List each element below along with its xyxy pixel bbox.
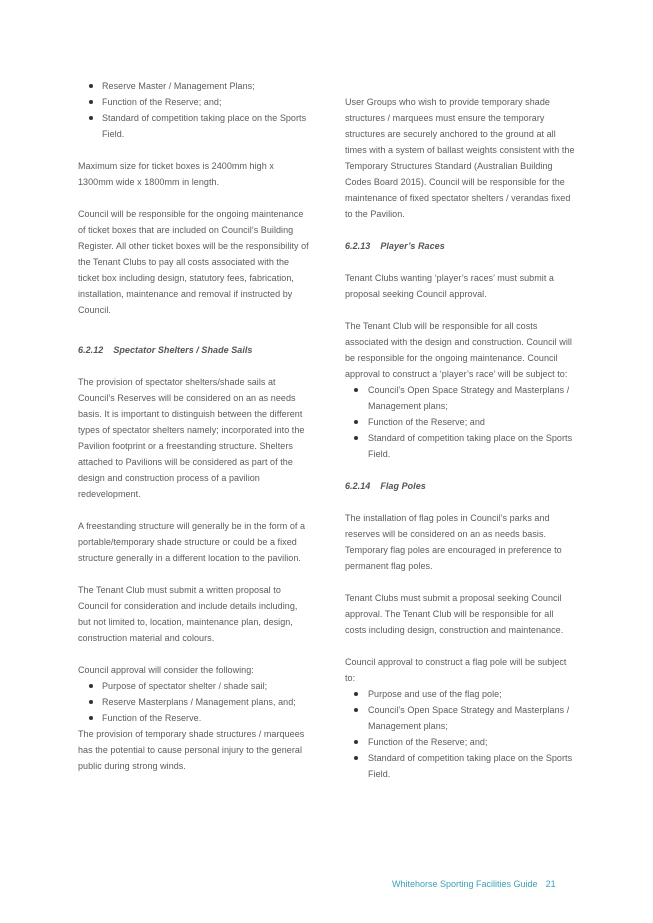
- paragraph-spectator-shelters-1: The provision of spectator shelters/shade sails at Council’s Reserves will be considered on an as needs basis. It is important to distinguish between the different types of spectator shelters namely; incorporated into the Pavilion footprint or a freestanding structure. Shelters attached to Pavilions will be considered as part of the design and construction process of a pavilion redevelopment.: [78, 377, 305, 499]
- section-number: 6.2.12: [78, 345, 104, 355]
- left-column: [78, 78, 310, 790]
- section-heading-6-2-13: [345, 238, 575, 254]
- section-title: Spectator Shelters / Shade Sails: [113, 345, 253, 355]
- list-item: Reserve Masterplans / Management plans, and;: [78, 694, 310, 710]
- paragraph-temporary-shade: The provision of temporary shade structures / marquees has the potential to cause personal injury to the general public during strong winds.: [78, 729, 305, 771]
- bullet-list-shelter-criteria: [78, 678, 310, 726]
- paragraph-spectator-shelters-3: The Tenant Club must submit a written proposal to Council for consideration and include details including, but not limited to, location, maintenance plan, design, construction material and colours.: [78, 585, 298, 643]
- section-heading-6-2-14: [345, 478, 575, 494]
- paragraph-ticket-box-responsibility: Council will be responsible for the ongoing maintenance of ticket boxes that are included on Council’s Building Register. All other ticket boxes will be the responsibility of the Tenant Clubs to pay all costs associated with the ticket box including design, statutory fees, fabrication, installation, maintenance and removal if instructed by Council.: [78, 209, 309, 315]
- list-item: Function of the Reserve; and;: [345, 734, 575, 750]
- page-footer: [392, 879, 556, 889]
- paragraph-players-races-1: Tenant Clubs wanting ‘player’s races’ must submit a proposal seeking Council approval.: [345, 273, 554, 299]
- section-number: 6.2.13: [345, 241, 371, 251]
- list-item: Reserve Master / Management Plans;: [78, 78, 310, 94]
- page-number: 21: [545, 879, 556, 889]
- list-item: Standard of competition taking place on the Sports Field.: [345, 430, 575, 462]
- paragraph-flag-poles-1: The installation of flag poles in Council’s parks and reserves will be considered on an as needs basis. Temporary flag poles are encouraged in preference to permanent flag poles.: [345, 513, 562, 571]
- bullet-list-races-criteria: [345, 382, 575, 462]
- bullet-list-flag-criteria: [345, 686, 575, 782]
- list-item: Function of the Reserve.: [78, 710, 310, 726]
- section-number: 6.2.14: [345, 481, 371, 491]
- section-title: Flag Poles: [380, 481, 426, 491]
- paragraph-ticket-box-size: Maximum size for ticket boxes is 2400mm high x 1300mm wide x 1800mm in length.: [78, 161, 274, 187]
- right-column: [345, 94, 575, 782]
- paragraph-spectator-shelters-2: A freestanding structure will generally be in the form of a portable/temporary shade structure or could be a fixed structure generally in a different location to the pavilion.: [78, 521, 306, 563]
- paragraph-spectator-shelters-4: Council approval will consider the following:: [78, 665, 254, 675]
- list-item: Function of the Reserve; and;: [78, 94, 310, 110]
- list-item: Standard of competition taking place on the Sports Field.: [345, 750, 575, 782]
- paragraph-flag-poles-2: Tenant Clubs must submit a proposal seeking Council approval. The Tenant Club will be responsible for all costs including design, construction and maintenance.: [345, 593, 564, 635]
- paragraph-players-races-2: The Tenant Club will be responsible for all costs associated with the design and construction. Council will be responsible for the ongoing maintenance. Council approval to construct a ‘player’s race’ will be subject to:: [345, 321, 572, 379]
- list-item: Standard of competition taking place on the Sports Field.: [78, 110, 310, 142]
- list-item: Purpose and use of the flag pole;: [345, 686, 575, 702]
- list-item: Council’s Open Space Strategy and Masterplans / Management plans;: [345, 702, 575, 734]
- bullet-list-reserve-criteria: [78, 78, 310, 142]
- list-item: Function of the Reserve; and: [345, 414, 575, 430]
- section-title: Player’s Races: [380, 241, 445, 251]
- section-heading-6-2-12: [78, 342, 310, 358]
- list-item: Purpose of spectator shelter / shade sail;: [78, 678, 310, 694]
- paragraph-flag-poles-3: Council approval to construct a flag pole will be subject to:: [345, 657, 567, 683]
- footer-title: Whitehorse Sporting Facilities Guide: [392, 879, 538, 889]
- list-item: Council’s Open Space Strategy and Masterplans / Management plans;: [345, 382, 575, 414]
- paragraph-shade-structures-continued: User Groups who wish to provide temporary shade structures / marquees must ensure the temporary structures are securely anchored to the ground at all times with a system of ballast weights consistent with the Temporary Structures Standard (Australian Building Codes Board 2015). Council will be responsible for the maintenance of fixed spectator shelters / verandas fixed to the Pavilion.: [345, 97, 575, 219]
